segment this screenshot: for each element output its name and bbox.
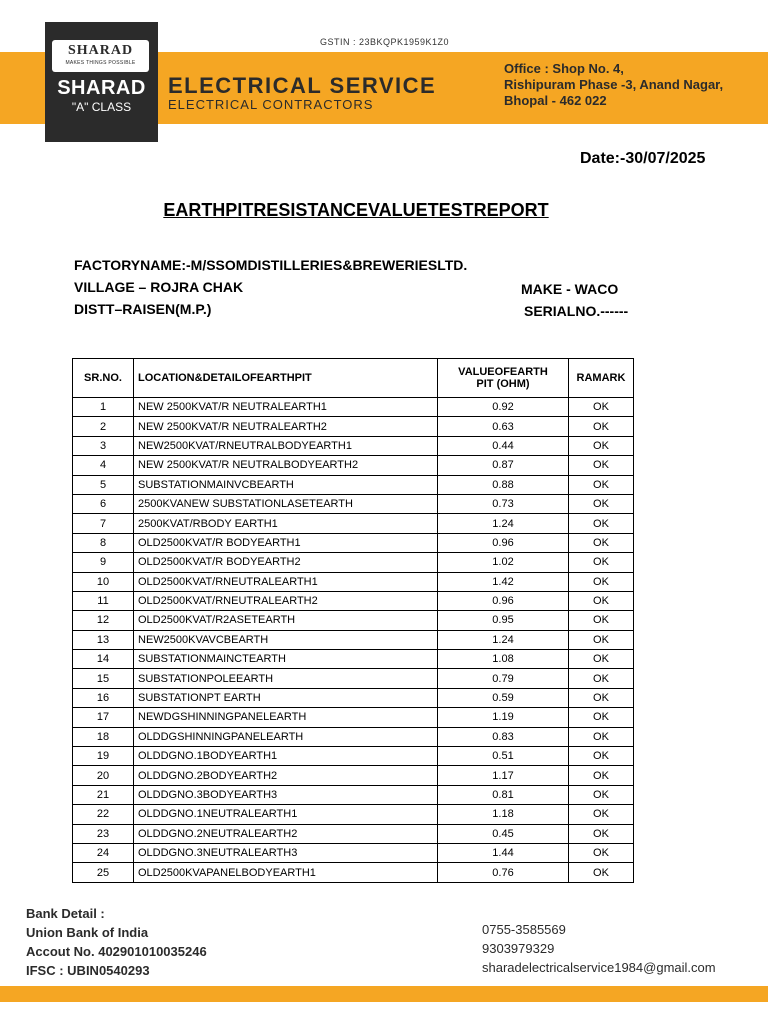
cell-remark: OK	[569, 727, 634, 746]
cell-sr-no: 14	[73, 650, 134, 669]
cell-value: 0.83	[438, 727, 569, 746]
company-name: ELECTRICAL SERVICE	[168, 73, 437, 98]
cell-remark: OK	[569, 475, 634, 494]
bank-name: Union Bank of India	[26, 925, 149, 940]
header-sr-no: SR.NO.	[73, 359, 134, 398]
factory-name: FACTORYNAME:-M/SSOMDISTILLERIES&BREWERIESLTD.	[74, 257, 468, 273]
cell-remark: OK	[569, 611, 634, 630]
table-row	[73, 611, 634, 630]
cell-sr-no: 20	[73, 766, 134, 785]
cell-remark: OK	[569, 533, 634, 552]
table-body	[73, 398, 634, 883]
cell-sr-no: 4	[73, 456, 134, 475]
cell-location: SUBSTATIONMAINCTEARTH	[134, 650, 438, 669]
table-row	[73, 785, 634, 804]
cell-sr-no: 8	[73, 533, 134, 552]
cell-remark: OK	[569, 688, 634, 707]
office-address-line: Rishipuram Phase -3, Anand Nagar,	[504, 77, 724, 92]
cell-value: 0.96	[438, 591, 569, 610]
cell-location: NEW 2500KVAT/R NEUTRALBODYEARTH2	[134, 456, 438, 475]
cell-remark: OK	[569, 824, 634, 843]
cell-sr-no: 16	[73, 688, 134, 707]
table-row	[73, 766, 634, 785]
instrument-make: MAKE - WACO	[521, 281, 619, 297]
cell-remark: OK	[569, 436, 634, 455]
header-remark: RAMARK	[569, 359, 634, 398]
table-header-row	[73, 359, 634, 398]
cell-value: 0.73	[438, 494, 569, 513]
cell-value: 0.81	[438, 785, 569, 804]
cell-sr-no: 12	[73, 611, 134, 630]
cell-remark: OK	[569, 514, 634, 533]
cell-location: NEWDGSHINNINGPANELEARTH	[134, 708, 438, 727]
table-row	[73, 456, 634, 475]
cell-location: OLDDGNO.1BODYEARTH1	[134, 747, 438, 766]
table-row	[73, 417, 634, 436]
cell-sr-no: 23	[73, 824, 134, 843]
logo-class: "A" CLASS	[71, 100, 132, 114]
cell-value: 1.24	[438, 630, 569, 649]
table-row	[73, 650, 634, 669]
cell-value: 1.19	[438, 708, 569, 727]
cell-value: 1.18	[438, 805, 569, 824]
logo-brand: SHARAD	[57, 77, 146, 99]
contact-mobile: 9303979329	[482, 941, 555, 956]
header-value-line2: PIT (OHM)	[476, 378, 530, 390]
office-address-line: Bhopal - 462 022	[504, 93, 607, 108]
table-row	[73, 591, 634, 610]
cell-location: SUBSTATIONPT EARTH	[134, 688, 438, 707]
cell-sr-no: 9	[73, 553, 134, 572]
cell-remark: OK	[569, 494, 634, 513]
table-row	[73, 688, 634, 707]
cell-remark: OK	[569, 591, 634, 610]
cell-value: 0.96	[438, 533, 569, 552]
cell-remark: OK	[569, 398, 634, 417]
gstin-number: GSTIN : 23BKQPK1959K1Z0	[320, 37, 450, 47]
table-row	[73, 533, 634, 552]
instrument-serial: SERIALNO.------	[524, 303, 629, 319]
cell-sr-no: 15	[73, 669, 134, 688]
cell-location: 2500KVAT/RBODY EARTH1	[134, 514, 438, 533]
cell-location: NEW2500KVAT/RNEUTRALBODYEARTH1	[134, 436, 438, 455]
cell-remark: OK	[569, 650, 634, 669]
cell-location: OLD2500KVAT/RNEUTRALEARTH1	[134, 572, 438, 591]
cell-remark: OK	[569, 669, 634, 688]
cell-value: 0.44	[438, 436, 569, 455]
cell-sr-no: 2	[73, 417, 134, 436]
instrument-details	[521, 278, 628, 322]
table-row	[73, 514, 634, 533]
cell-sr-no: 5	[73, 475, 134, 494]
table-row	[73, 436, 634, 455]
cell-location: SUBSTATIONPOLEEARTH	[134, 669, 438, 688]
cell-value: 0.79	[438, 669, 569, 688]
office-address	[504, 61, 723, 109]
cell-sr-no: 6	[73, 494, 134, 513]
table-row	[73, 630, 634, 649]
cell-value: 1.17	[438, 766, 569, 785]
cell-value: 0.51	[438, 747, 569, 766]
cell-location: OLDDGNO.3BODYEARTH3	[134, 785, 438, 804]
logo-badge-tagline: MAKES THINGS POSSIBLE	[65, 60, 136, 66]
contact-phone: 0755-3585569	[482, 922, 566, 937]
table-row	[73, 747, 634, 766]
cell-remark: OK	[569, 843, 634, 862]
footer-bar	[0, 986, 768, 1002]
cell-remark: OK	[569, 456, 634, 475]
factory-district: DISTT–RAISEN(M.P.)	[74, 301, 212, 317]
cell-remark: OK	[569, 630, 634, 649]
cell-value: 0.45	[438, 824, 569, 843]
cell-sr-no: 1	[73, 398, 134, 417]
factory-village: VILLAGE – ROJRA CHAK	[74, 279, 244, 295]
cell-location: OLDDGNO.2BODYEARTH2	[134, 766, 438, 785]
cell-sr-no: 18	[73, 727, 134, 746]
cell-remark: OK	[569, 805, 634, 824]
cell-sr-no: 21	[73, 785, 134, 804]
cell-value: 0.95	[438, 611, 569, 630]
cell-location: SUBSTATIONMAINVCBEARTH	[134, 475, 438, 494]
header-value-line1: VALUEOFEARTH	[458, 366, 548, 378]
table-row	[73, 553, 634, 572]
company-subtitle: ELECTRICAL CONTRACTORS	[168, 97, 374, 112]
cell-remark: OK	[569, 417, 634, 436]
factory-details	[74, 254, 467, 320]
cell-location: OLDDGNO.3NEUTRALEARTH3	[134, 843, 438, 862]
cell-value: 1.02	[438, 553, 569, 572]
cell-value: 0.59	[438, 688, 569, 707]
cell-value: 0.76	[438, 863, 569, 882]
cell-sr-no: 25	[73, 863, 134, 882]
cell-location: NEW 2500KVAT/R NEUTRALEARTH2	[134, 417, 438, 436]
cell-location: OLD2500KVAT/RNEUTRALEARTH2	[134, 591, 438, 610]
cell-remark: OK	[569, 553, 634, 572]
table-row	[73, 805, 634, 824]
cell-value: 1.44	[438, 843, 569, 862]
cell-location: OLD2500KVAT/R2ASETEARTH	[134, 611, 438, 630]
bank-details	[26, 904, 207, 980]
cell-remark: OK	[569, 863, 634, 882]
header-value	[438, 359, 569, 398]
cell-remark: OK	[569, 572, 634, 591]
contact-email: sharadelectricalservice1984@gmail.com	[482, 960, 716, 975]
cell-location: OLDDGSHINNINGPANELEARTH	[134, 727, 438, 746]
cell-sr-no: 19	[73, 747, 134, 766]
cell-sr-no: 22	[73, 805, 134, 824]
cell-remark: OK	[569, 766, 634, 785]
cell-sr-no: 11	[73, 591, 134, 610]
cell-location: OLD2500KVAT/R BODYEARTH2	[134, 553, 438, 572]
logo-badge	[52, 40, 149, 72]
report-title: EARTHPITRESISTANCEVALUETESTREPORT	[163, 200, 549, 220]
cell-sr-no: 24	[73, 843, 134, 862]
table-row	[73, 572, 634, 591]
cell-location: OLDDGNO.1NEUTRALEARTH1	[134, 805, 438, 824]
table-row	[73, 824, 634, 843]
earth-pit-table	[72, 358, 634, 883]
cell-sr-no: 10	[73, 572, 134, 591]
table-row	[73, 669, 634, 688]
table-row	[73, 398, 634, 417]
cell-value: 1.24	[438, 514, 569, 533]
cell-sr-no: 3	[73, 436, 134, 455]
cell-value: 0.63	[438, 417, 569, 436]
company-logo	[45, 22, 158, 142]
logo-badge-name: SHARAD	[67, 43, 134, 58]
office-address-line: Office : Shop No. 4,	[504, 61, 624, 76]
cell-location: NEW2500KVAVCBEARTH	[134, 630, 438, 649]
cell-location: OLD2500KVAPANELBODYEARTH1	[134, 863, 438, 882]
cell-sr-no: 17	[73, 708, 134, 727]
table-row	[73, 708, 634, 727]
cell-location: 2500KVANEW SUBSTATIONLASETEARTH	[134, 494, 438, 513]
bank-ifsc: IFSC : UBIN0540293	[26, 963, 150, 978]
cell-remark: OK	[569, 747, 634, 766]
header-location: LOCATION&DETAILOFEARTHPIT	[134, 359, 438, 398]
report-date: Date:-30/07/2025	[580, 150, 706, 167]
cell-sr-no: 7	[73, 514, 134, 533]
cell-value: 0.92	[438, 398, 569, 417]
contact-details	[482, 920, 716, 977]
cell-location: OLDDGNO.2NEUTRALEARTH2	[134, 824, 438, 843]
table-row	[73, 494, 634, 513]
table-row	[73, 863, 634, 882]
cell-remark: OK	[569, 708, 634, 727]
cell-value: 1.42	[438, 572, 569, 591]
cell-value: 1.08	[438, 650, 569, 669]
table-row	[73, 727, 634, 746]
cell-value: 0.87	[438, 456, 569, 475]
cell-location: OLD2500KVAT/R BODYEARTH1	[134, 533, 438, 552]
bank-account: Accout No. 402901010035246	[26, 944, 207, 959]
bank-heading: Bank Detail :	[26, 906, 105, 921]
cell-remark: OK	[569, 785, 634, 804]
cell-sr-no: 13	[73, 630, 134, 649]
cell-location: NEW 2500KVAT/R NEUTRALEARTH1	[134, 398, 438, 417]
table-row	[73, 843, 634, 862]
table-row	[73, 475, 634, 494]
cell-value: 0.88	[438, 475, 569, 494]
